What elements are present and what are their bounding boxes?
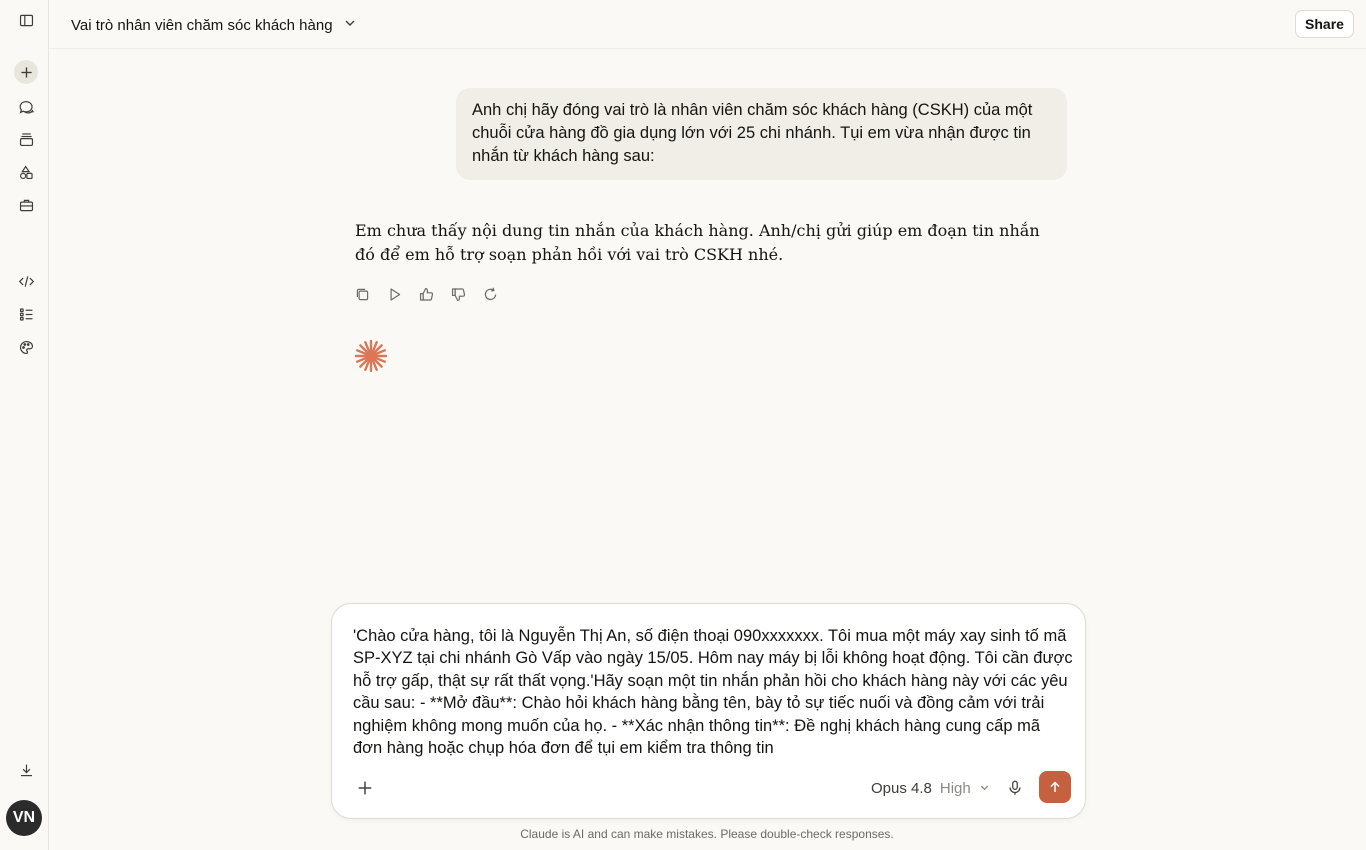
conversation-title: Vai trò nhân viên chăm sóc khách hàng — [71, 16, 333, 34]
claude-logo-icon — [354, 339, 388, 373]
sidebar-toggle-icon[interactable] — [12, 6, 40, 34]
chats-icon[interactable] — [12, 92, 40, 120]
retry-icon[interactable] — [481, 284, 500, 304]
thumbs-up-icon[interactable] — [417, 284, 436, 304]
chevron-down-icon — [979, 780, 990, 797]
user-message — [456, 88, 1067, 180]
composer-input[interactable]: 'Chào cửa hàng, tôi là Nguyễn Thị An, số điện thoại 090xxxxxxx. Tôi mua một máy xay sinh tố mã SP-XYZ tại chi nhánh Gò Vấp vào ngày 15/05. Hôm nay máy bị lỗi không hoạt động. Tôi cần được hỗ trợ gấp, thật sự rất thất vọng.'Hãy soạn một tin nhắn phản hồi cho khách hàng này với các yêu cầu sau: - **Mở đầu**: Chào hỏi khách hàng bằng tên, bày tỏ sự tiếc nuối và đồng cảm với trải nghiệm không mong muốn của họ. - **Xác nhận thông tin**: Đề nghị khách hàng cung cấp mã đơn hàng hoặc chụp hóa đơn để tụi em kiểm tra thông tin — [353, 627, 1073, 758]
copy-icon[interactable] — [353, 284, 372, 304]
task-list-icon[interactable] — [12, 300, 40, 328]
top-bar — [49, 0, 1366, 49]
new-chat-icon[interactable] — [14, 60, 38, 84]
add-attachment-button[interactable] — [350, 773, 380, 803]
projects-icon[interactable] — [12, 125, 40, 153]
artifacts-icon[interactable] — [12, 158, 40, 186]
briefcase-icon[interactable] — [12, 191, 40, 219]
sidebar — [0, 0, 49, 850]
play-icon[interactable] — [385, 284, 404, 304]
effort-level: High — [939, 779, 971, 797]
disclaimer: Claude is AI and can make mistakes. Please double-check responses. — [520, 827, 894, 841]
model-selector[interactable] — [871, 776, 990, 800]
palette-icon[interactable] — [12, 333, 40, 361]
model-name: Opus 4.8 — [871, 779, 932, 797]
message-actions — [353, 284, 500, 304]
microphone-button[interactable] — [1003, 776, 1027, 800]
code-icon[interactable] — [12, 267, 40, 295]
assistant-message-text: Em chưa thấy nội dung tin nhắn của khách hàng. Anh/chị gửi giúp em đoạn tin nhắn đó để em hỗ trợ soạn phản hồi với vai trò CSKH nhé. — [355, 221, 1040, 264]
avatar-initials: VN — [12, 809, 36, 826]
download-icon[interactable] — [12, 756, 40, 784]
message-composer — [331, 603, 1086, 819]
assistant-message — [355, 219, 1045, 267]
send-button[interactable] — [1039, 771, 1071, 803]
conversation-title-button[interactable] — [71, 13, 357, 37]
chevron-down-icon — [343, 16, 357, 34]
share-button[interactable]: Share — [1295, 10, 1354, 38]
user-message-text: Anh chị hãy đóng vai trò là nhân viên chăm sóc khách hàng (CSKH) của một chuỗi cửa hàng đồ gia dụng lớn với 25 chi nhánh. Tụi em vừa nhận được tin nhắn từ khách hàng sau: — [472, 101, 1033, 165]
thumbs-down-icon[interactable] — [449, 284, 468, 304]
